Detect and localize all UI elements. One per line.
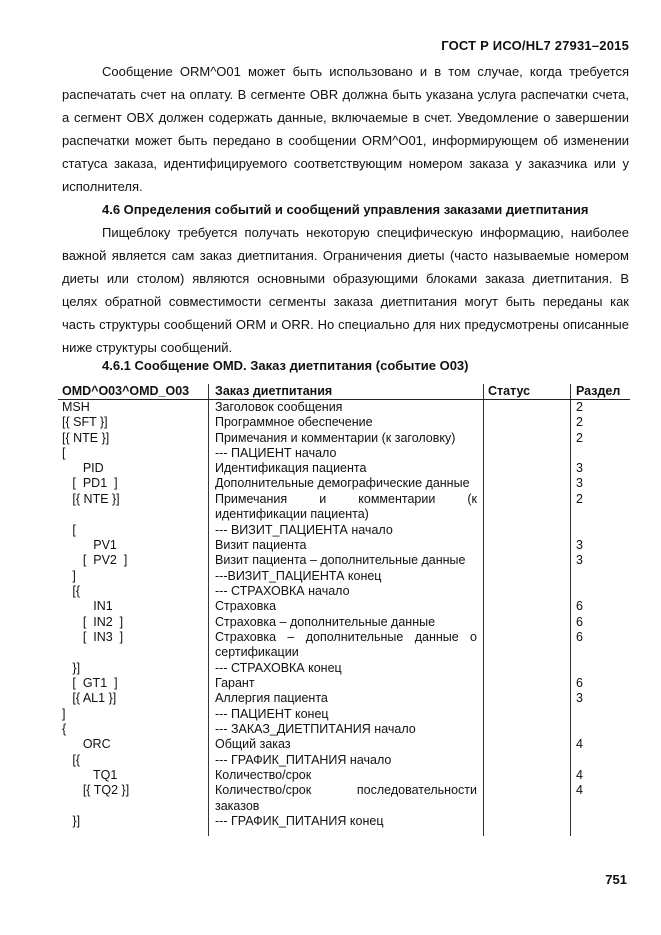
column-header-status: Статус	[488, 384, 531, 398]
table-header-row	[58, 384, 630, 400]
segment-cell: }]	[62, 814, 81, 829]
segment-cell: IN1	[62, 599, 113, 614]
segment-cell: PV1	[62, 538, 117, 553]
column-header-description: Заказ диетпитания	[215, 384, 333, 398]
segment-cell: [{	[62, 752, 81, 767]
segment-cell: [ GT1 ]	[62, 676, 118, 691]
paragraph: Сообщение ORM^O01 может быть использовано и в том случае, когда требуется распечатать счет на оплату. В сегменте OBR должна быть указана услуга распечатки счета, а сегмент OBX должен содержать данные, включаемые в счет. Уведомление о завершении распечатки может быть передано в сообщении ORM^O01, информирующем об изменении статуса заказа, идентифицируемого соответствующим номером заказа у заказчика или у исполнителя.	[62, 64, 629, 194]
description-cell: Примечания и комментарии (к заголовку)	[215, 430, 456, 445]
page-number: 751	[605, 872, 627, 887]
segment-cell: PID	[62, 461, 104, 476]
table-row	[58, 538, 630, 553]
column-header-section: Раздел	[576, 384, 621, 398]
segment-cell: [{ SFT }]	[62, 415, 108, 430]
table-row	[58, 783, 630, 814]
section-cell: 2	[576, 430, 583, 445]
description-cell: --- ВИЗИТ_ПАЦИЕНТА начало	[215, 522, 393, 537]
table-row	[58, 676, 630, 691]
section-cell: 3	[576, 553, 583, 568]
section-cell: 4	[576, 783, 583, 798]
segment-cell: [ PV2 ]	[62, 553, 128, 568]
segment-cell: [	[62, 522, 76, 537]
table-row	[58, 768, 630, 783]
subsection-heading: 4.6.1 Сообщение OMD. Заказ диетпитания (событие O03)	[102, 358, 469, 373]
description-cell: Гарант	[215, 676, 255, 691]
description-cell: --- ПАЦИЕНТ начало	[215, 445, 337, 460]
column-header-segment: OMD^O03^OMD_O03	[62, 384, 190, 398]
document-header: ГОСТ Р ИСО/HL7 27931–2015	[441, 38, 629, 53]
description-cell: --- ПАЦИЕНТ конец	[215, 706, 329, 721]
section-cell: 2	[576, 491, 583, 506]
description-cell: Страховка	[215, 599, 277, 614]
segment-cell: [ IN3 ]	[62, 629, 124, 644]
table-row	[58, 431, 630, 446]
description-cell: Количество/срок последовательности заказов	[215, 783, 477, 813]
section-cell: 3	[576, 538, 583, 553]
segment-cell: [ IN2 ]	[62, 614, 124, 629]
segment-cell: ]	[62, 568, 76, 583]
table-row	[58, 400, 630, 415]
description-cell: Дополнительные демографические данные	[215, 476, 470, 491]
segment-cell: [{ NTE }]	[62, 491, 120, 506]
segment-cell: [{ AL1 }]	[62, 691, 117, 706]
paragraph: Пищеблоку требуется получать некоторую специфическую информацию, наиболее важной является сам заказ диетпитания. Ограничения диеты (часто называемые номером диеты или столом) являются основными образующими блоками заказа диетпитания. В целях обратной совместимости сегменты заказа диетпитания могут быть переданы как часть структуры сообщений ORM и ORR. Но специально для них предусмотрены описанные ниже структуры сообщений.	[62, 225, 629, 355]
table-row	[58, 553, 630, 568]
segment-cell: [{ TQ2 }]	[62, 783, 130, 798]
section-cell: 2	[576, 415, 583, 430]
description-cell: Страховка – дополнительные данные	[215, 614, 436, 629]
message-structure-table	[58, 384, 630, 830]
segment-cell: [{	[62, 583, 81, 598]
section-cell: 6	[576, 614, 583, 629]
table-row	[58, 691, 630, 706]
table-row	[58, 523, 630, 538]
section-cell: 3	[576, 691, 583, 706]
segment-cell: [ PD1 ]	[62, 476, 118, 491]
description-cell: Программное обеспечение	[215, 415, 373, 430]
section-cell: 6	[576, 676, 583, 691]
segment-cell: [{ NTE }]	[62, 430, 110, 445]
description-cell: Количество/срок	[215, 767, 312, 782]
section-cell: 2	[576, 400, 583, 414]
table-row	[58, 737, 630, 752]
table-row	[58, 446, 630, 461]
table-row	[58, 707, 630, 722]
segment-cell: {	[62, 722, 67, 737]
description-cell: Примечания и комментарии (к идентификации пациента)	[215, 491, 477, 522]
table-row	[58, 415, 630, 430]
segment-cell: TQ1	[62, 767, 118, 782]
body-text	[62, 60, 629, 359]
description-cell: ---ВИЗИТ_ПАЦИЕНТА конец	[215, 568, 382, 583]
description-cell: --- ГРАФИК_ПИТАНИЯ конец	[215, 814, 384, 829]
description-cell: --- ГРАФИК_ПИТАНИЯ начало	[215, 752, 392, 767]
description-cell: Идентификация пациента	[215, 461, 367, 476]
description-cell: Заголовок сообщения	[215, 400, 343, 414]
table-row	[58, 569, 630, 584]
table-row	[58, 615, 630, 630]
section-cell: 4	[576, 767, 583, 782]
description-cell: --- СТРАХОВКА конец	[215, 660, 342, 675]
section-cell: 4	[576, 737, 583, 752]
table-row	[58, 722, 630, 737]
section-heading: 4.6 Определения событий и сообщений управления заказами диетпитания	[102, 202, 589, 217]
table-row	[58, 630, 630, 661]
table-row	[58, 461, 630, 476]
table-row	[58, 476, 630, 491]
table-row	[58, 584, 630, 599]
description-cell: --- СТРАХОВКА начало	[215, 583, 350, 598]
segment-cell: ]	[62, 706, 66, 721]
description-cell: Общий заказ	[215, 737, 291, 752]
section-cell: 3	[576, 461, 583, 476]
description-cell: Визит пациента – дополнительные данные	[215, 553, 466, 568]
description-cell: --- ЗАКАЗ_ДИЕТПИТАНИЯ начало	[215, 722, 416, 737]
segment-cell: ORC	[62, 737, 111, 752]
description-cell: Визит пациента	[215, 538, 307, 553]
table-row	[58, 492, 630, 523]
segment-cell: [	[62, 445, 66, 460]
segment-cell: }]	[62, 660, 81, 675]
table-row	[58, 753, 630, 768]
table-body	[58, 400, 630, 830]
table-row	[58, 599, 630, 614]
table-row	[58, 814, 630, 829]
section-cell: 3	[576, 476, 583, 491]
section-cell: 6	[576, 599, 583, 614]
description-cell: Аллергия пациента	[215, 691, 328, 706]
description-cell: Страховка – дополнительные данные о сертификации	[215, 629, 477, 660]
section-cell: 6	[576, 629, 583, 644]
table-row	[58, 661, 630, 676]
segment-cell: MSH	[62, 400, 90, 414]
